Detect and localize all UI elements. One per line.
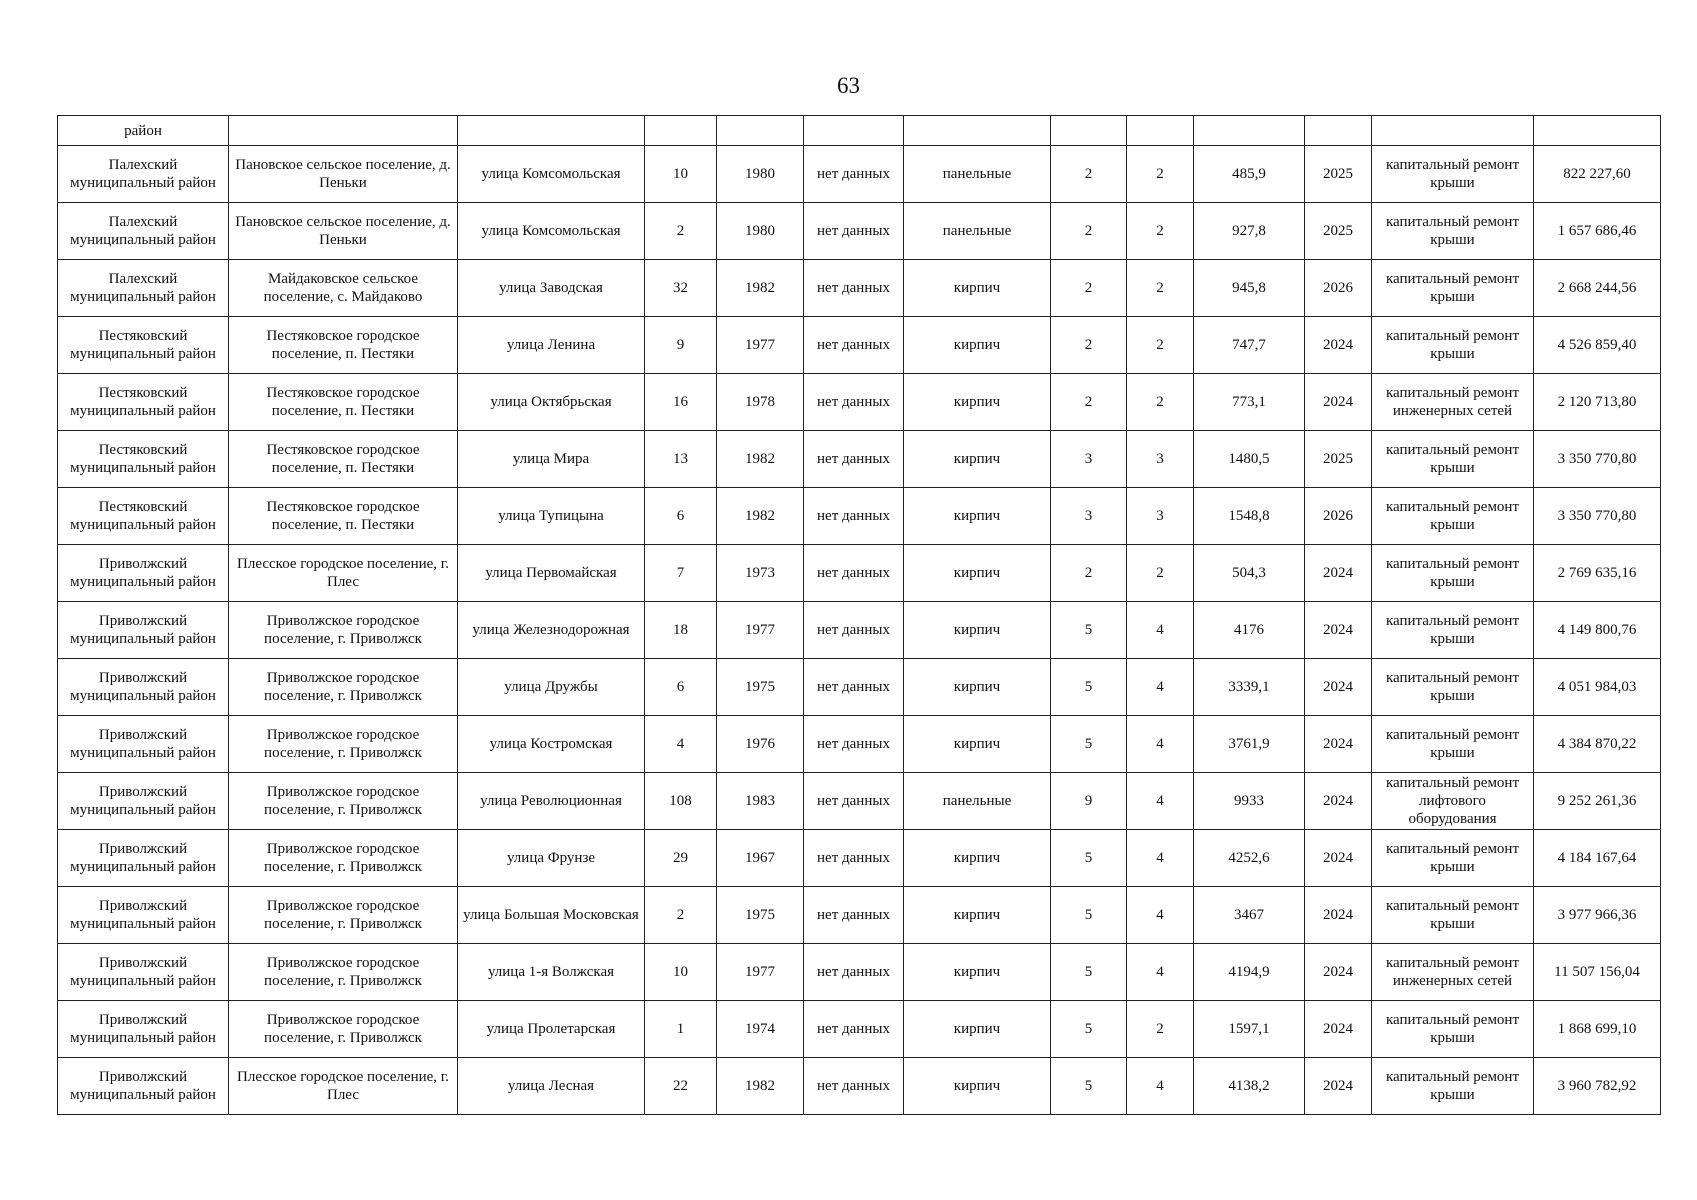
cell-work-type: капитальный ремонт крыши bbox=[1372, 260, 1534, 317]
cell-build-year bbox=[717, 116, 804, 146]
cell-street: улица Железнодорожная bbox=[458, 602, 645, 659]
cell-street: улица Пролетарская bbox=[458, 1001, 645, 1058]
cell-cost: 1 657 686,46 bbox=[1534, 203, 1661, 260]
cell-house-number: 13 bbox=[645, 431, 717, 488]
cell-wall-material: кирпич bbox=[904, 317, 1051, 374]
cell-build-year: 1977 bbox=[717, 317, 804, 374]
cell-cost: 3 977 966,36 bbox=[1534, 887, 1661, 944]
cell-floors: 5 bbox=[1051, 887, 1127, 944]
cell-wall-material: кирпич bbox=[904, 374, 1051, 431]
cell-street: улица 1-я Волжская bbox=[458, 944, 645, 1001]
cell-area: 4252,6 bbox=[1194, 830, 1305, 887]
cell-house-number: 2 bbox=[645, 887, 717, 944]
cell-cost: 2 120 713,80 bbox=[1534, 374, 1661, 431]
table-body bbox=[58, 116, 1661, 1115]
cell-cost: 9 252 261,36 bbox=[1534, 773, 1661, 830]
cell-entrances bbox=[1127, 116, 1194, 146]
table-row-continuation bbox=[58, 116, 1661, 146]
cell-work-type: капитальный ремонт крыши bbox=[1372, 1001, 1534, 1058]
table-row bbox=[58, 545, 1661, 602]
table-row bbox=[58, 716, 1661, 773]
cell-street: улица Дружбы bbox=[458, 659, 645, 716]
table-row bbox=[58, 944, 1661, 1001]
cell-floors: 3 bbox=[1051, 431, 1127, 488]
cell-house-number bbox=[645, 116, 717, 146]
cell-house-number: 4 bbox=[645, 716, 717, 773]
cell-entrances: 4 bbox=[1127, 659, 1194, 716]
cell-street: улица Комсомольская bbox=[458, 203, 645, 260]
cell-entrances: 2 bbox=[1127, 1001, 1194, 1058]
cell-build-year: 1977 bbox=[717, 602, 804, 659]
cell-settlement bbox=[229, 116, 458, 146]
cell-overhaul-year bbox=[804, 116, 904, 146]
cell-plan-year: 2024 bbox=[1305, 317, 1372, 374]
table-row bbox=[58, 431, 1661, 488]
table-row bbox=[58, 374, 1661, 431]
cell-area: 1548,8 bbox=[1194, 488, 1305, 545]
cell-settlement: Пестяковское городское поселение, п. Пестяки bbox=[229, 317, 458, 374]
cell-entrances: 2 bbox=[1127, 317, 1194, 374]
cell-settlement: Пестяковское городское поселение, п. Пестяки bbox=[229, 374, 458, 431]
cell-house-number: 6 bbox=[645, 659, 717, 716]
cell-plan-year: 2024 bbox=[1305, 887, 1372, 944]
cell-house-number: 10 bbox=[645, 944, 717, 1001]
cell-plan-year: 2025 bbox=[1305, 203, 1372, 260]
cell-entrances: 2 bbox=[1127, 260, 1194, 317]
cell-entrances: 3 bbox=[1127, 488, 1194, 545]
cell-district: Приволжский муниципальный район bbox=[58, 602, 229, 659]
cell-build-year: 1975 bbox=[717, 659, 804, 716]
cell-wall-material: панельные bbox=[904, 773, 1051, 830]
table-row bbox=[58, 146, 1661, 203]
cell-plan-year: 2026 bbox=[1305, 488, 1372, 545]
cell-build-year: 1977 bbox=[717, 944, 804, 1001]
cell-plan-year: 2024 bbox=[1305, 659, 1372, 716]
cell-cost: 2 769 635,16 bbox=[1534, 545, 1661, 602]
cell-cost: 11 507 156,04 bbox=[1534, 944, 1661, 1001]
cell-build-year: 1980 bbox=[717, 146, 804, 203]
cell-floors bbox=[1051, 116, 1127, 146]
cell-district: Приволжский муниципальный район bbox=[58, 773, 229, 830]
cell-street: улица Ленина bbox=[458, 317, 645, 374]
cell-cost: 3 960 782,92 bbox=[1534, 1058, 1661, 1115]
cell-area: 1480,5 bbox=[1194, 431, 1305, 488]
cell-settlement: Пановское сельское поселение, д. Пеньки bbox=[229, 203, 458, 260]
cell-settlement: Приволжское городское поселение, г. Приволжск bbox=[229, 773, 458, 830]
cell-overhaul-year: нет данных bbox=[804, 317, 904, 374]
cell-build-year: 1983 bbox=[717, 773, 804, 830]
cell-build-year: 1976 bbox=[717, 716, 804, 773]
cell-work-type: капитальный ремонт крыши bbox=[1372, 602, 1534, 659]
cell-area: 4176 bbox=[1194, 602, 1305, 659]
cell-house-number: 108 bbox=[645, 773, 717, 830]
cell-work-type: капитальный ремонт крыши bbox=[1372, 716, 1534, 773]
cell-house-number: 18 bbox=[645, 602, 717, 659]
cell-overhaul-year: нет данных bbox=[804, 716, 904, 773]
cell-floors: 3 bbox=[1051, 488, 1127, 545]
cell-street: улица Революционная bbox=[458, 773, 645, 830]
cell-settlement: Приволжское городское поселение, г. Приволжск bbox=[229, 944, 458, 1001]
cell-area: 9933 bbox=[1194, 773, 1305, 830]
cell-street: улица Заводская bbox=[458, 260, 645, 317]
cell-entrances: 4 bbox=[1127, 602, 1194, 659]
cell-cost: 2 668 244,56 bbox=[1534, 260, 1661, 317]
cell-build-year: 1975 bbox=[717, 887, 804, 944]
cell-wall-material: кирпич bbox=[904, 1001, 1051, 1058]
cell-entrances: 4 bbox=[1127, 716, 1194, 773]
cell-street: улица Первомайская bbox=[458, 545, 645, 602]
cell-house-number: 29 bbox=[645, 830, 717, 887]
cell-plan-year: 2026 bbox=[1305, 260, 1372, 317]
cell-entrances: 4 bbox=[1127, 1058, 1194, 1115]
cell-settlement: Пестяковское городское поселение, п. Пестяки bbox=[229, 488, 458, 545]
cell-build-year: 1980 bbox=[717, 203, 804, 260]
cell-work-type: капитальный ремонт крыши bbox=[1372, 203, 1534, 260]
cell-settlement: Приволжское городское поселение, г. Приволжск bbox=[229, 602, 458, 659]
cell-entrances: 3 bbox=[1127, 431, 1194, 488]
cell-district: Пестяковский муниципальный район bbox=[58, 317, 229, 374]
cell-work-type: капитальный ремонт крыши bbox=[1372, 545, 1534, 602]
cell-area: 485,9 bbox=[1194, 146, 1305, 203]
table-row bbox=[58, 602, 1661, 659]
cell-district: Приволжский муниципальный район bbox=[58, 545, 229, 602]
cell-build-year: 1982 bbox=[717, 488, 804, 545]
cell-wall-material: кирпич bbox=[904, 887, 1051, 944]
cell-area: 927,8 bbox=[1194, 203, 1305, 260]
cell-floors: 5 bbox=[1051, 659, 1127, 716]
page-number: 63 bbox=[837, 73, 860, 98]
cell-overhaul-year: нет данных bbox=[804, 830, 904, 887]
cell-house-number: 10 bbox=[645, 146, 717, 203]
cell-settlement: Майдаковское сельское поселение, с. Майдаково bbox=[229, 260, 458, 317]
cell-build-year: 1967 bbox=[717, 830, 804, 887]
cell-area: 3467 bbox=[1194, 887, 1305, 944]
cell-entrances: 4 bbox=[1127, 887, 1194, 944]
cell-settlement: Приволжское городское поселение, г. Приволжск bbox=[229, 716, 458, 773]
housing-repair-table bbox=[57, 115, 1661, 1115]
cell-district: Палехский муниципальный район bbox=[58, 260, 229, 317]
cell-wall-material bbox=[904, 116, 1051, 146]
cell-entrances: 4 bbox=[1127, 773, 1194, 830]
cell-house-number: 1 bbox=[645, 1001, 717, 1058]
cell-entrances: 4 bbox=[1127, 944, 1194, 1001]
cell-wall-material: кирпич bbox=[904, 488, 1051, 545]
cell-wall-material: кирпич bbox=[904, 602, 1051, 659]
cell-area: 3339,1 bbox=[1194, 659, 1305, 716]
cell-entrances: 2 bbox=[1127, 146, 1194, 203]
cell-wall-material: панельные bbox=[904, 203, 1051, 260]
table-row bbox=[58, 260, 1661, 317]
cell-work-type: капитальный ремонт крыши bbox=[1372, 431, 1534, 488]
cell-district: Приволжский муниципальный район bbox=[58, 1001, 229, 1058]
cell-area: 4138,2 bbox=[1194, 1058, 1305, 1115]
cell-cost: 4 384 870,22 bbox=[1534, 716, 1661, 773]
table-row bbox=[58, 317, 1661, 374]
cell-cost: 4 051 984,03 bbox=[1534, 659, 1661, 716]
cell-overhaul-year: нет данных bbox=[804, 944, 904, 1001]
cell-area: 945,8 bbox=[1194, 260, 1305, 317]
cell-floors: 5 bbox=[1051, 1058, 1127, 1115]
cell-entrances: 4 bbox=[1127, 830, 1194, 887]
cell-settlement: Приволжское городское поселение, г. Приволжск bbox=[229, 830, 458, 887]
cell-work-type: капитальный ремонт лифтового оборудования bbox=[1372, 773, 1534, 830]
cell-overhaul-year: нет данных bbox=[804, 659, 904, 716]
cell-entrances: 2 bbox=[1127, 374, 1194, 431]
cell-build-year: 1978 bbox=[717, 374, 804, 431]
cell-wall-material: кирпич bbox=[904, 830, 1051, 887]
cell-settlement: Плесское городское поселение, г. Плес bbox=[229, 545, 458, 602]
table-row bbox=[58, 887, 1661, 944]
cell-build-year: 1973 bbox=[717, 545, 804, 602]
cell-cost: 3 350 770,80 bbox=[1534, 431, 1661, 488]
cell-cost: 3 350 770,80 bbox=[1534, 488, 1661, 545]
cell-overhaul-year: нет данных bbox=[804, 146, 904, 203]
cell-street: улица Мира bbox=[458, 431, 645, 488]
cell-area: 747,7 bbox=[1194, 317, 1305, 374]
cell-district: Приволжский муниципальный район bbox=[58, 716, 229, 773]
cell-street: улица Лесная bbox=[458, 1058, 645, 1115]
cell-district: Пестяковский муниципальный район bbox=[58, 374, 229, 431]
table-row bbox=[58, 488, 1661, 545]
cell-work-type: капитальный ремонт инженерных сетей bbox=[1372, 374, 1534, 431]
cell-plan-year: 2024 bbox=[1305, 944, 1372, 1001]
cell-plan-year: 2024 bbox=[1305, 830, 1372, 887]
cell-overhaul-year: нет данных bbox=[804, 431, 904, 488]
cell-area: 4194,9 bbox=[1194, 944, 1305, 1001]
cell-wall-material: кирпич bbox=[904, 659, 1051, 716]
cell-floors: 5 bbox=[1051, 602, 1127, 659]
cell-plan-year: 2024 bbox=[1305, 374, 1372, 431]
cell-settlement: Пановское сельское поселение, д. Пеньки bbox=[229, 146, 458, 203]
cell-build-year: 1974 bbox=[717, 1001, 804, 1058]
cell-wall-material: кирпич bbox=[904, 716, 1051, 773]
cell-district: Палехский муниципальный район bbox=[58, 146, 229, 203]
cell-plan-year: 2025 bbox=[1305, 431, 1372, 488]
cell-area: 1597,1 bbox=[1194, 1001, 1305, 1058]
cell-settlement: Плесское городское поселение, г. Плес bbox=[229, 1058, 458, 1115]
cell-build-year: 1982 bbox=[717, 1058, 804, 1115]
cell-settlement: Приволжское городское поселение, г. Приволжск bbox=[229, 887, 458, 944]
table-row bbox=[58, 659, 1661, 716]
cell-district: Приволжский муниципальный район bbox=[58, 830, 229, 887]
cell-settlement: Приволжское городское поселение, г. Приволжск bbox=[229, 1001, 458, 1058]
cell-overhaul-year: нет данных bbox=[804, 602, 904, 659]
cell-plan-year bbox=[1305, 116, 1372, 146]
cell-house-number: 2 bbox=[645, 203, 717, 260]
cell-plan-year: 2024 bbox=[1305, 545, 1372, 602]
cell-plan-year: 2024 bbox=[1305, 602, 1372, 659]
cell-district: район bbox=[58, 116, 229, 146]
cell-entrances: 2 bbox=[1127, 203, 1194, 260]
cell-street: улица Большая Московская bbox=[458, 887, 645, 944]
cell-street: улица Фрунзе bbox=[458, 830, 645, 887]
cell-district: Пестяковский муниципальный район bbox=[58, 431, 229, 488]
cell-street: улица Костромская bbox=[458, 716, 645, 773]
cell-overhaul-year: нет данных bbox=[804, 773, 904, 830]
cell-cost: 4 526 859,40 bbox=[1534, 317, 1661, 374]
cell-plan-year: 2024 bbox=[1305, 1001, 1372, 1058]
cell-street: улица Тупицына bbox=[458, 488, 645, 545]
cell-cost: 822 227,60 bbox=[1534, 146, 1661, 203]
cell-floors: 5 bbox=[1051, 830, 1127, 887]
cell-house-number: 32 bbox=[645, 260, 717, 317]
cell-build-year: 1982 bbox=[717, 431, 804, 488]
cell-floors: 2 bbox=[1051, 374, 1127, 431]
cell-district: Палехский муниципальный район bbox=[58, 203, 229, 260]
cell-house-number: 16 bbox=[645, 374, 717, 431]
table-row bbox=[58, 1001, 1661, 1058]
cell-work-type: капитальный ремонт инженерных сетей bbox=[1372, 944, 1534, 1001]
table-row bbox=[58, 773, 1661, 830]
cell-work-type: капитальный ремонт крыши bbox=[1372, 887, 1534, 944]
cell-settlement: Приволжское городское поселение, г. Приволжск bbox=[229, 659, 458, 716]
cell-cost: 4 149 800,76 bbox=[1534, 602, 1661, 659]
cell-overhaul-year: нет данных bbox=[804, 260, 904, 317]
cell-floors: 5 bbox=[1051, 716, 1127, 773]
cell-floors: 2 bbox=[1051, 545, 1127, 602]
cell-district: Приволжский муниципальный район bbox=[58, 887, 229, 944]
cell-plan-year: 2024 bbox=[1305, 1058, 1372, 1115]
cell-floors: 5 bbox=[1051, 1001, 1127, 1058]
cell-area: 3761,9 bbox=[1194, 716, 1305, 773]
cell-wall-material: кирпич bbox=[904, 431, 1051, 488]
cell-overhaul-year: нет данных bbox=[804, 545, 904, 602]
cell-work-type: капитальный ремонт крыши bbox=[1372, 659, 1534, 716]
cell-work-type bbox=[1372, 116, 1534, 146]
cell-floors: 2 bbox=[1051, 146, 1127, 203]
cell-overhaul-year: нет данных bbox=[804, 203, 904, 260]
cell-wall-material: кирпич bbox=[904, 260, 1051, 317]
cell-work-type: капитальный ремонт крыши bbox=[1372, 1058, 1534, 1115]
cell-settlement: Пестяковское городское поселение, п. Пестяки bbox=[229, 431, 458, 488]
cell-floors: 5 bbox=[1051, 944, 1127, 1001]
table-row bbox=[58, 1058, 1661, 1115]
cell-build-year: 1982 bbox=[717, 260, 804, 317]
cell-area: 773,1 bbox=[1194, 374, 1305, 431]
cell-street bbox=[458, 116, 645, 146]
cell-plan-year: 2024 bbox=[1305, 773, 1372, 830]
cell-floors: 2 bbox=[1051, 260, 1127, 317]
cell-overhaul-year: нет данных bbox=[804, 488, 904, 545]
cell-plan-year: 2025 bbox=[1305, 146, 1372, 203]
cell-overhaul-year: нет данных bbox=[804, 1001, 904, 1058]
cell-work-type: капитальный ремонт крыши bbox=[1372, 146, 1534, 203]
cell-area: 504,3 bbox=[1194, 545, 1305, 602]
cell-district: Приволжский муниципальный район bbox=[58, 659, 229, 716]
cell-district: Приволжский муниципальный район bbox=[58, 1058, 229, 1115]
cell-house-number: 6 bbox=[645, 488, 717, 545]
cell-cost: 1 868 699,10 bbox=[1534, 1001, 1661, 1058]
cell-work-type: капитальный ремонт крыши bbox=[1372, 488, 1534, 545]
cell-cost bbox=[1534, 116, 1661, 146]
cell-work-type: капитальный ремонт крыши bbox=[1372, 317, 1534, 374]
cell-overhaul-year: нет данных bbox=[804, 374, 904, 431]
cell-house-number: 22 bbox=[645, 1058, 717, 1115]
cell-house-number: 7 bbox=[645, 545, 717, 602]
cell-street: улица Комсомольская bbox=[458, 146, 645, 203]
cell-cost: 4 184 167,64 bbox=[1534, 830, 1661, 887]
cell-plan-year: 2024 bbox=[1305, 716, 1372, 773]
cell-floors: 2 bbox=[1051, 317, 1127, 374]
cell-wall-material: кирпич bbox=[904, 944, 1051, 1001]
cell-district: Пестяковский муниципальный район bbox=[58, 488, 229, 545]
cell-overhaul-year: нет данных bbox=[804, 887, 904, 944]
table-row bbox=[58, 203, 1661, 260]
cell-floors: 9 bbox=[1051, 773, 1127, 830]
cell-house-number: 9 bbox=[645, 317, 717, 374]
cell-wall-material: панельные bbox=[904, 146, 1051, 203]
cell-wall-material: кирпич bbox=[904, 545, 1051, 602]
cell-area bbox=[1194, 116, 1305, 146]
cell-district: Приволжский муниципальный район bbox=[58, 944, 229, 1001]
cell-floors: 2 bbox=[1051, 203, 1127, 260]
cell-work-type: капитальный ремонт крыши bbox=[1372, 830, 1534, 887]
cell-overhaul-year: нет данных bbox=[804, 1058, 904, 1115]
cell-wall-material: кирпич bbox=[904, 1058, 1051, 1115]
cell-street: улица Октябрьская bbox=[458, 374, 645, 431]
cell-entrances: 2 bbox=[1127, 545, 1194, 602]
table-row bbox=[58, 830, 1661, 887]
